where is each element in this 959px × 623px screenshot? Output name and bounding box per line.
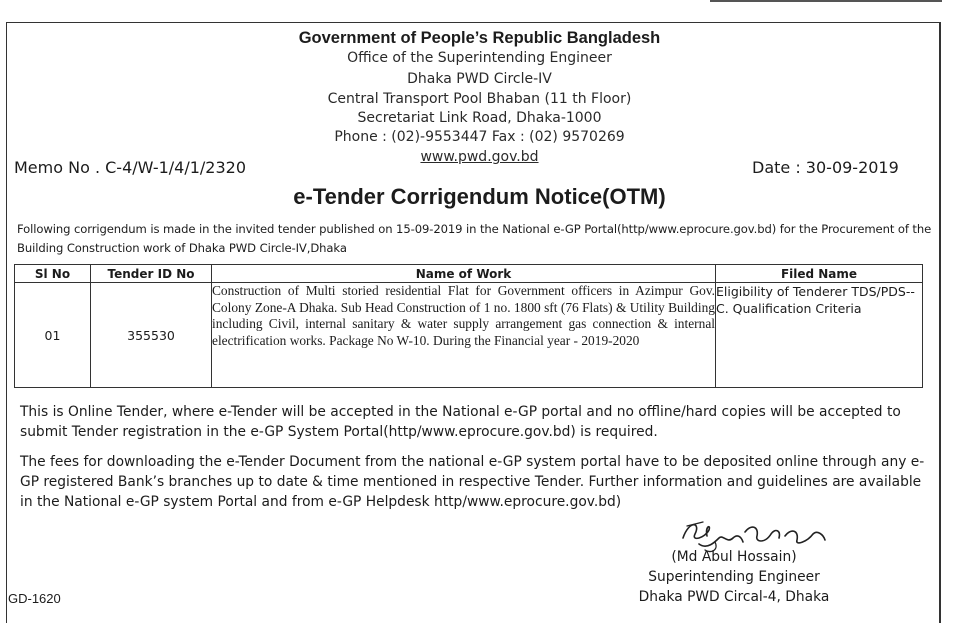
online-tender-paragraph: This is Online Tender, where e-Tender will be accepted in the National e-GP portal and no offline/hard copies will be accepted to submit Tender registration in the e-GP System Portal(http/www.eprocure.gov.bd) is required.: [20, 404, 901, 440]
table-header-row: [15, 265, 923, 283]
cell-field-name: Eligibility of Tenderer TDS/PDS--C. Qualification Criteria: [716, 283, 923, 388]
notice-date: Date : 30-09-2019: [752, 158, 899, 177]
signatory-office: Dhaka PWD Circal-4, Dhaka: [638, 589, 830, 605]
address-line: Secretariat Link Road, Dhaka-1000: [357, 110, 602, 126]
government-heading: Government of People’s Republic Bangladesh: [298, 29, 661, 47]
office-line: Office of the Superintending Engineer: [347, 50, 612, 66]
cell-tender-id: 355530: [91, 283, 212, 388]
cell-sl-no: 01: [15, 283, 91, 388]
top-edge-line: [710, 0, 942, 2]
cell-work-name: Construction of Multi storied residential Flat for Government officers in Azimpur Gov. Colony Zone-A Dhaka. Sub Head Construction of 1 no. 1800 sft (76 Flats) & Utility Building including Civil, internal sanitary & water supply arrangement gas connection & internal electrification works. Package No W-10. During the Financial year - 2019-2020: [212, 283, 716, 388]
circle-line: Dhaka PWD Circle-IV: [407, 71, 552, 87]
fees-paragraph: The fees for downloading the e-Tender Document from the national e-GP system portal have to be deposited online through any e-GP registered Bank’s branches up to date & time mentioned in respective Tender. Further information and guidelines are available in the National e-GP system Portal and from e-GP Helpdesk http/www.eprocure.gov.bd): [20, 454, 925, 510]
website-link[interactable]: www.pwd.gov.bd: [420, 149, 539, 165]
signatory-designation: Superintending Engineer: [648, 569, 820, 585]
table-row: [15, 283, 923, 388]
memo-number: Memo No . C-4/W-1/4/1/2320: [14, 158, 247, 177]
tender-table: [14, 264, 923, 388]
intro-paragraph: Following corrigendum is made in the invited tender published on 15-09-2019 in the National e-GP Portal(http/www.eprocure.gov.bd) for the Procurement of the Building Construction work of Dhaka PWD Circle-IV,Dhaka: [17, 222, 932, 255]
notice-title: e-Tender Corrigendum Notice(OTM): [293, 184, 666, 209]
col-header-work: Name of Work: [212, 265, 716, 283]
col-header-field: Filed Name: [716, 265, 923, 283]
footer-code: GD-1620: [8, 591, 61, 606]
phone-fax-line: Phone : (02)-9553447 Fax : (02) 9570269: [334, 129, 625, 145]
col-header-tender-id: Tender ID No: [91, 265, 212, 283]
col-header-sl: Sl No: [15, 265, 91, 283]
signatory-name: (Md Abul Hossain): [671, 549, 797, 565]
building-line: Central Transport Pool Bhaban (11 th Floor): [327, 91, 632, 107]
